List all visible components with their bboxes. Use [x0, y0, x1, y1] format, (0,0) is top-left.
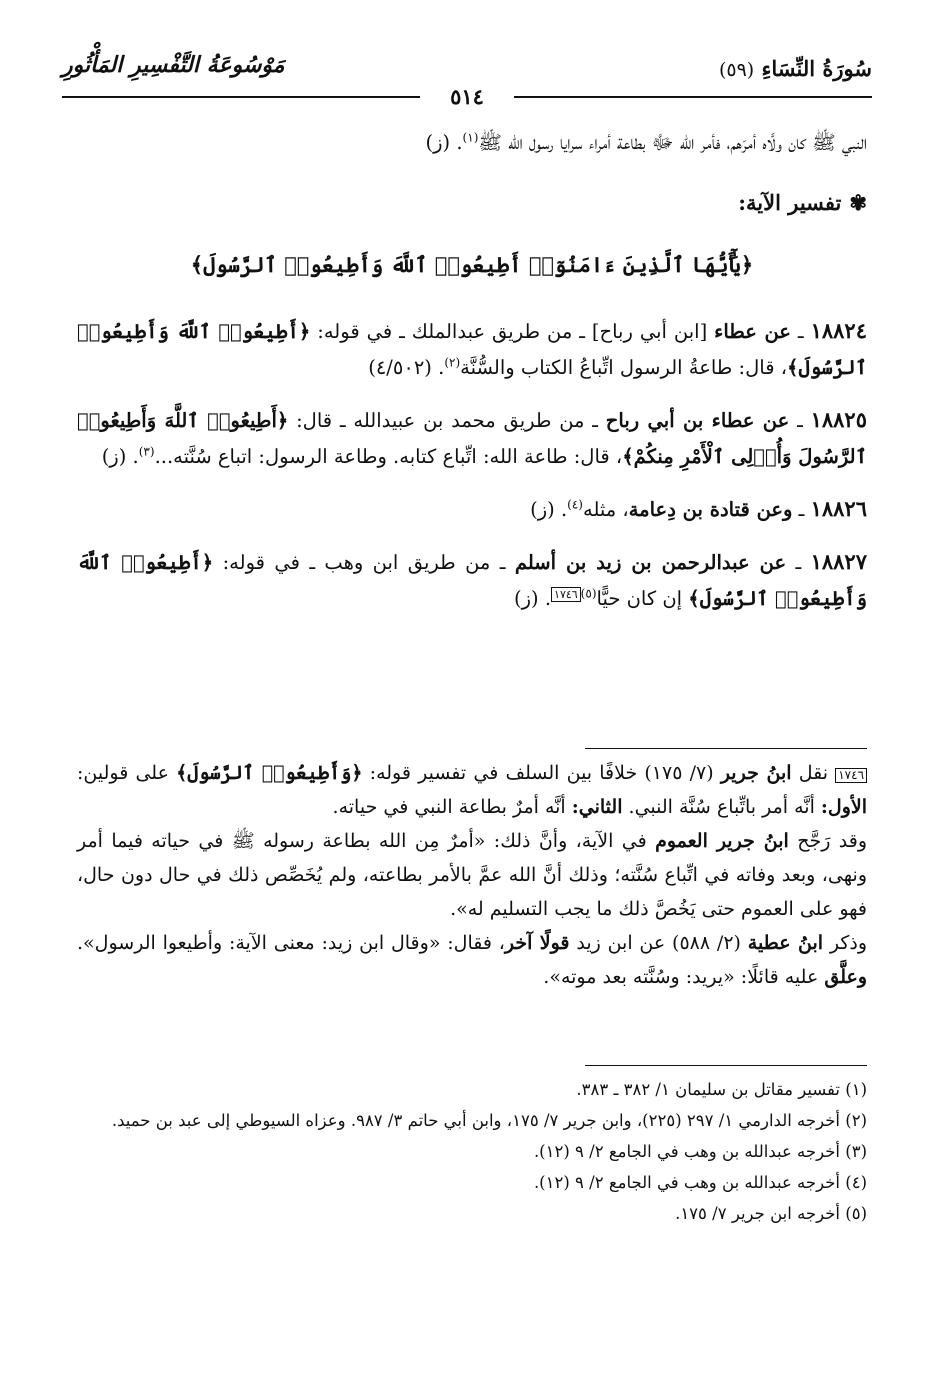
- entry-18824: ١٨٨٢٤ ـ عن عطاء [ابن أبي رباح] ـ من طريق عبدالملك ـ في قوله: ﴿أَطِيعُوا۟ ٱللَّهَ وَأَطِيعُوا۟ ٱلرَّسُولَ﴾، قال: طاعةُ الرسول اتِّباعُ الكتاب والسُّنَّة$^{(٢)}$. (٤/٥٠٢): [77, 318, 867, 379]
- commentary-second-label: الثاني:: [571, 796, 623, 818]
- commentary-text: (٢/ ٥٨٨) عن ابن زيد: [569, 932, 748, 954]
- entry-number: ١٨٨٢٧: [810, 549, 867, 574]
- entry-narrator: عن عبدالرحمن بن زيد بن أسلم: [514, 551, 787, 574]
- commentary-text: على قولين:: [77, 762, 177, 784]
- commentary-author: ابنُ جرير: [720, 762, 792, 784]
- footnotes: [77, 1074, 867, 1229]
- intro-tail: . (ز): [425, 131, 463, 154]
- section-title: تفسير الآية:: [738, 190, 842, 215]
- ayah-text: ﴿يَٰٓأَيُّهَا ٱلَّذِينَ ءَامَنُوٓا۟ أَطِيعُوا۟ ٱللَّهَ وَأَطِيعُوا۟ ٱلرَّسُولَ﴾: [190, 252, 754, 277]
- intro-paragraph: [77, 125, 867, 161]
- footnote-5: (٥) أخرجه ابن جرير ٧/ ١٧٥.: [675, 1204, 867, 1223]
- entry-chain: ـ من طريق ابن وهب ـ في قوله:: [213, 551, 515, 574]
- sura-title: [719, 56, 872, 81]
- main-text: [77, 125, 867, 633]
- entry-tail: . (ز): [530, 498, 568, 521]
- commentary-author: ابنُ عطية: [747, 932, 824, 954]
- entry-text: إن كان حيًّا: [596, 587, 689, 610]
- commentary-paragraph-1: [77, 756, 867, 824]
- intro-text: النبي ﷺ كان ولَّاه أمرَهم، فأمر الله ﷻ بطاعة أمراء سرايا رسول الله ﷺ: [478, 131, 867, 154]
- commentary-text: أنَّه أمرٌ بطاعة النبي في حياته.: [332, 796, 572, 818]
- entry-18825: ١٨٨٢٥ ـ عن عطاء بن أبي رباح ـ من طريق محمد بن عبيدالله ـ قال: ﴿أَطِيعُوا۟ ٱللَّهَ وَأَطِيعُوا۟ ٱلرَّسُولَ وَأُو۟لِى ٱلْأَمْرِ مِنكُمْ﴾، قال: طاعة الله: اتِّباع كتابه. وطاعة الرسول: اتباع سُنَّته...$^{(٣)}$. (ز): [77, 407, 867, 468]
- entry-number: ١٨٨٢٦: [810, 496, 867, 521]
- sura-name: سُورَةُ النِّسَاءِ: [761, 56, 872, 81]
- entry-narrator: عن عطاء بن أبي رباح: [605, 409, 790, 432]
- page-number-text: ٥١٤: [450, 84, 484, 109]
- footnote-2: (٢) أخرجه الدارمي ١/ ٢٩٧ (٢٢٥)، وابن جرير ٧/ ١٧٥، وابن أبي حاتم ٣/ ٩٨٧. وعزاه السيوطي إلى عبد بن حميد.: [111, 1111, 867, 1130]
- commentary-text: (٧/ ١٧٥) خلافًا بين السلف في تفسير قوله:: [362, 762, 721, 784]
- commentary-text: عليه قائلًا: «يريد: وسُنَّته بعد موته».: [543, 966, 825, 988]
- entry-quran: ﴿أَطِيعُوا۟ ٱللَّهَ وَأَطِيعُوا۟ ٱلرَّسُولَ﴾: [77, 551, 867, 610]
- entry-text: ، قال: طاعة الله: اتِّباع كتابه. وطاعة الرسول: اتباع سُنَّته...: [154, 445, 623, 468]
- book-title: مَوْسُوعَةُ التَّفْسِيرِ المَأْثُورِ: [62, 52, 285, 78]
- entry-narrator: وعن قتادة بن دِعامة: [628, 498, 793, 521]
- commentary-block: [77, 756, 867, 994]
- page-number: [420, 84, 514, 109]
- commentary-text: وقد رَجَّح: [788, 830, 867, 852]
- commentary-other-view: قولًا آخر: [504, 932, 570, 954]
- entry-narrator: عن عطاء: [714, 320, 791, 343]
- header-rule-right: [514, 96, 872, 98]
- commentary-separator: [585, 748, 867, 749]
- header-rule-left: [62, 96, 420, 98]
- commentary-paragraph-3: [77, 926, 867, 994]
- entry-tail: . (٤/٥٠٢): [368, 356, 445, 379]
- entry-18827: ١٨٨٢٧ ـ عن عبدالرحمن بن زيد بن أسلم ـ من طريق ابن وهب ـ في قوله: ﴿أَطِيعُوا۟ ٱللَّهَ وَأَطِيعُوا۟ ٱلرَّسُولَ﴾ إن كان حيًّا$^{(٥)}$١٧٤٦. (ز): [77, 549, 867, 610]
- commentary-text: ، فقال: «وقال ابن زيد: معنى الآية: وأطيعوا الرسول».: [77, 932, 505, 954]
- commentary-quran: ﴿وَأَطِيعُوا۟ ٱلرَّسُولَ﴾: [176, 762, 363, 784]
- entry-quran: ﴿أَطِيعُوا۟ ٱللَّهَ وَأَطِيعُوا۟ ٱلرَّسُولَ﴾: [77, 320, 867, 379]
- footnote-ref[interactable]: (٥): [580, 586, 597, 601]
- entry-chain: [ابن أبي رباح] ـ من طريق عبدالملك ـ في قوله:: [310, 320, 715, 343]
- footnote-ref[interactable]: (٢): [444, 355, 461, 370]
- commentary-paragraph-2: [77, 824, 867, 926]
- footnote-4: (٤) أخرجه عبدالله بن وهب في الجامع ٢/ ٩ (١٢).: [533, 1173, 867, 1192]
- footnotes-separator: [585, 1065, 867, 1066]
- entry-chain: ـ من طريق محمد بن عبيدالله ـ قال:: [288, 409, 606, 432]
- entry-tail: . (ز): [101, 445, 139, 468]
- entry-text: ، قال: طاعةُ الرسول اتِّباعُ الكتاب والسُّنَّة: [460, 356, 788, 379]
- commentary-author: ابنُ جرير العموم: [655, 830, 789, 852]
- footnote-3: (٣) أخرجه عبدالله بن وهب في الجامع ٢/ ٩ (١٢).: [533, 1142, 867, 1161]
- flower-icon: ✾: [849, 190, 867, 215]
- entry-number: ١٨٨٢٥: [810, 407, 867, 432]
- commentary-box-label: ١٧٤٦: [835, 768, 867, 783]
- commentary-text: وذكر: [823, 932, 868, 954]
- entry-tail: . (ز): [514, 587, 552, 610]
- section-heading: [77, 185, 867, 221]
- footnote-ref[interactable]: (٤): [567, 497, 583, 512]
- commentary-text: نقل: [791, 762, 836, 784]
- commentary-box-ref[interactable]: ١٧٤٦: [551, 587, 581, 602]
- commentary-first-label: الأول:: [820, 796, 867, 818]
- commentary-comment-label: وعلَّق: [824, 966, 867, 988]
- entry-quran: ﴿أَطِيعُوا۟ ٱللَّهَ وَأَطِيعُوا۟ ٱلرَّسُولَ وَأُو۟لِى ٱلْأَمْرِ مِنكُمْ﴾: [77, 409, 867, 468]
- footnote-ref[interactable]: (١): [462, 130, 479, 145]
- commentary-text: في الآية، وأنَّ ذلك: «أمرٌ مِن الله بطاعة رسوله ﷺ في حياته فيما أمر ونهى، وبعد وفاته في اتِّباع سُنَّته؛ وذلك أنَّ الله عمَّ بالأمر بطاعته، ولم يُخَصِّص ذلك في حال دون حال، فهو على العموم حتى يَخُصَّ ذلك ما يجب التسليم له».: [77, 830, 867, 920]
- commentary-text: أنَّه أمر باتِّباع سُنَّة النبي.: [622, 796, 821, 818]
- entry-18826: ١٨٨٢٦ ـ وعن قتادة بن دِعامة، مثله$^{(٤)}$. (ز): [530, 496, 867, 521]
- entry-number: ١٨٨٢٤: [810, 318, 867, 343]
- ayah-number: (٥٩): [718, 59, 755, 81]
- footnote-1: (١) تفسير مقاتل بن سليمان ١/ ٣٨٢ ـ ٣٨٣.: [576, 1080, 867, 1099]
- footnote-ref[interactable]: (٣): [138, 444, 155, 459]
- entry-chain: ، مثله: [582, 498, 629, 521]
- page-header: [62, 48, 872, 108]
